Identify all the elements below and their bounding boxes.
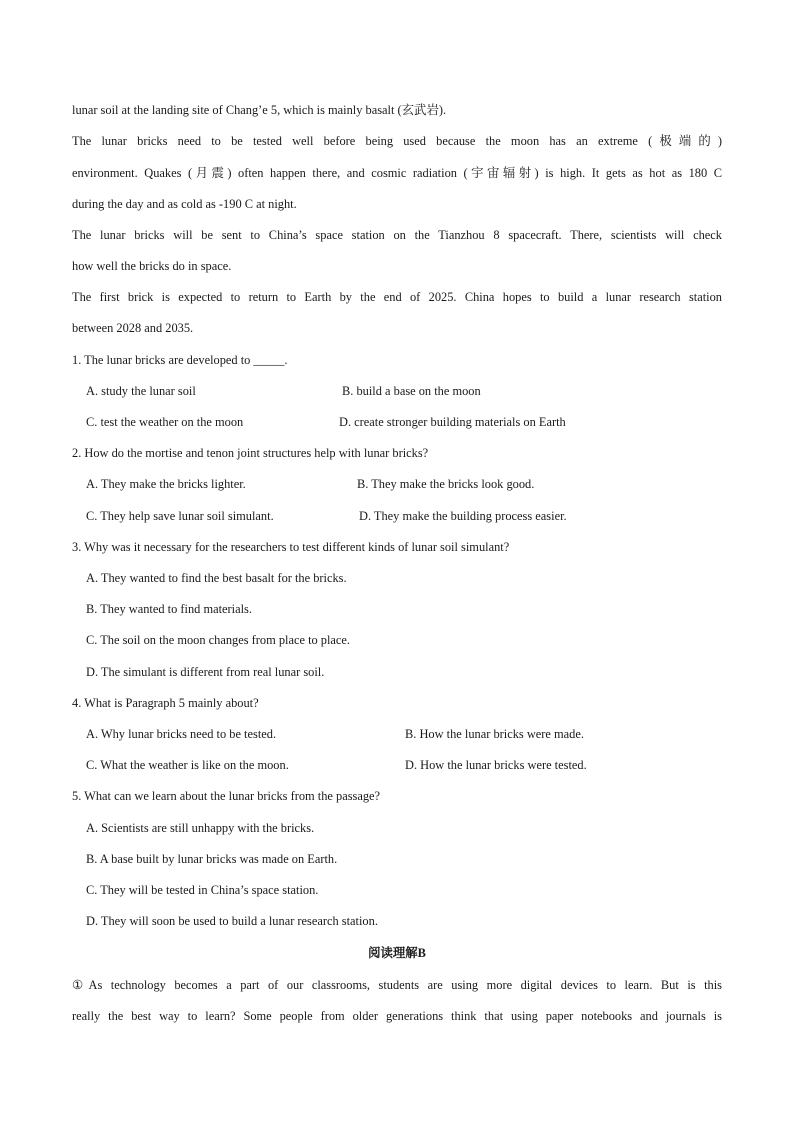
question-stem: 3. Why was it necessary for the researchers to test different kinds of lunar soil simulant? [72, 540, 510, 554]
question-stem: 1. The lunar bricks are developed to _____. [72, 353, 288, 367]
option: C. What the weather is like on the moon. [86, 758, 289, 772]
passage-line: between 2028 and 2035. [72, 321, 194, 335]
question-stem: 2. How do the mortise and tenon joint structures help with lunar bricks? [72, 446, 429, 460]
option: B. build a base on the moon [342, 384, 481, 398]
section-heading: 阅读理解B [368, 946, 426, 960]
option: D. How the lunar bricks were tested. [405, 758, 587, 772]
option: A. study the lunar soil [86, 384, 196, 398]
passage-line: during the day and as cold as -190 C at night. [72, 197, 297, 211]
option: D. The simulant is different from real lunar soil. [86, 665, 325, 679]
option: A. Why lunar bricks need to be tested. [86, 727, 277, 741]
passage-line: really the best way to learn? Some people from older generations think that using paper notebooks and journals is [72, 1009, 722, 1023]
passage-line: The first brick is expected to return to Earth by the end of 2025. China hopes to build a lunar research station [72, 290, 722, 304]
option: B. How the lunar bricks were made. [405, 727, 584, 741]
question-stem: 4. What is Paragraph 5 mainly about? [72, 696, 259, 710]
question-stem: 5. What can we learn about the lunar bricks from the passage? [72, 789, 381, 803]
option: A. They make the bricks lighter. [86, 477, 246, 491]
option: B. They wanted to find materials. [86, 602, 252, 616]
option: D. They will soon be used to build a lunar research station. [86, 914, 378, 928]
passage-line: The lunar bricks will be sent to China’s space station on the Tianzhou 8 spacecraft. There, scientists will check [72, 228, 722, 242]
option: C. test the weather on the moon [86, 415, 244, 429]
passage-line: The lunar bricks need to be tested well before being used because the moon has an extreme (极端的) [72, 134, 722, 148]
option: C. They help save lunar soil simulant. [86, 509, 274, 523]
passage-line: environment. Quakes (月震) often happen there, and cosmic radiation (宇宙辐射) is high. It gets as hot as 180 C [72, 166, 722, 180]
passage-line: how well the bricks do in space. [72, 259, 232, 273]
option: D. create stronger building materials on Earth [339, 415, 566, 429]
option: B. A base built by lunar bricks was made on Earth. [86, 852, 338, 866]
passage-line: ①As technology becomes a part of our classrooms, students are using more digital devices to learn. But is this [72, 978, 722, 992]
option: A. Scientists are still unhappy with the bricks. [86, 821, 315, 835]
option: C. They will be tested in China’s space station. [86, 883, 319, 897]
option: A. They wanted to find the best basalt for the bricks. [86, 571, 347, 585]
option: B. They make the bricks look good. [357, 477, 535, 491]
option: D. They make the building process easier. [359, 509, 567, 523]
passage-line: lunar soil at the landing site of Chang’e 5, which is mainly basalt (玄武岩). [72, 103, 447, 117]
option: C. The soil on the moon changes from place to place. [86, 633, 351, 647]
